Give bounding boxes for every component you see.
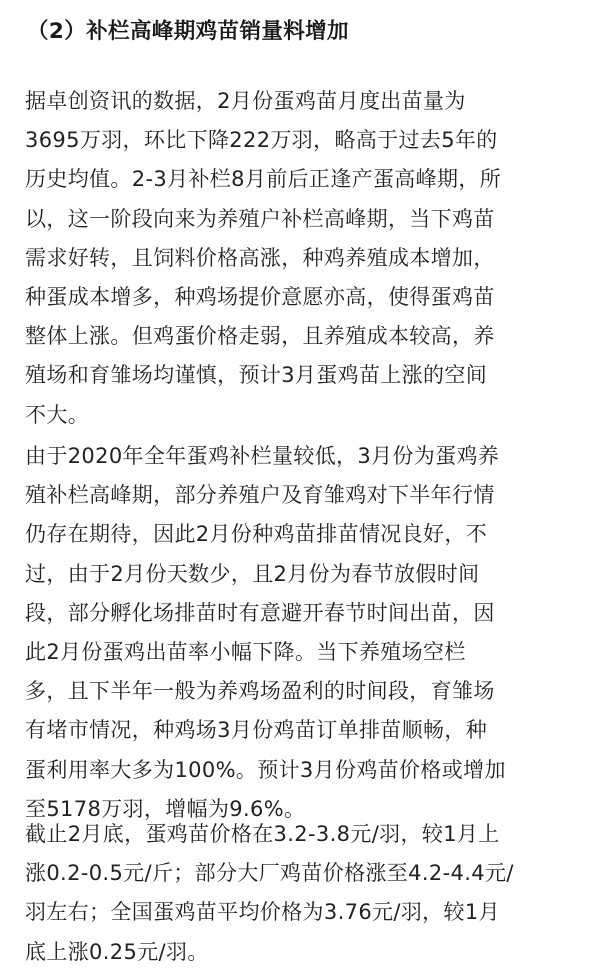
text-line: 由于2020年全年蛋鸡补栏量较低，3月份为蛋鸡养 bbox=[25, 444, 500, 468]
text-line: 截止2月底，蛋鸡苗价格在3.2-3.8元/羽，较1月上 bbox=[25, 822, 500, 846]
text-line: 多，且下半年一般为养鸡场盈利的时间段，育雏场 bbox=[25, 679, 495, 704]
text-line: 3695万羽，环比下降222万羽，略高于过去5年的 bbox=[25, 128, 498, 153]
text-line: 仍存在期待，因此2月份种鸡苗排苗情况良好，不 bbox=[25, 522, 488, 547]
section-heading: （2）补栏高峰期鸡苗销量料增加 bbox=[27, 19, 349, 44]
text-line: 需求好转，且饲料价格高涨，种鸡养殖成本增加， bbox=[25, 245, 495, 270]
text-line: 整体上涨。但鸡蛋价格走弱，且养殖成本较高，养 bbox=[25, 324, 495, 349]
text-line: 羽左右；全国蛋鸡苗平均价格为3.76元/羽，较1月 bbox=[25, 900, 500, 925]
text-line: 此2月份蛋鸡出苗率小幅下降。当下养殖场空栏 bbox=[25, 640, 466, 665]
paragraph-3 bbox=[25, 815, 581, 972]
text-line: 不大。 bbox=[25, 402, 90, 427]
text-line: 据卓创资讯的数据，2月份蛋鸡苗月度出苗量为 bbox=[25, 89, 466, 113]
text-line: 历史均值。2-3月补栏8月前后正逢产蛋高峰期，所 bbox=[25, 167, 502, 192]
paragraph-2 bbox=[25, 437, 581, 829]
text-line: 段，部分孵化场排苗时有意避开春节时间出苗，因 bbox=[25, 600, 495, 625]
text-line: 种蛋成本增多，种鸡场提价意愿亦高，使得蛋鸡苗 bbox=[25, 285, 495, 310]
text-line: 殖补栏高峰期，部分养殖户及育雏鸡对下半年行情 bbox=[25, 483, 495, 508]
paragraph-1 bbox=[25, 82, 581, 435]
text-line: 至5178万羽，增幅为9.6%。 bbox=[25, 796, 306, 821]
text-line: 涨0.2-0.5元/斤；部分大厂鸡苗价格涨至4.2-4.4元/ bbox=[25, 861, 514, 886]
text-line: 过，由于2月份天数少，且2月份为春节放假时间 bbox=[25, 561, 480, 586]
text-line: 蛋利用率大多为100%。预计3月份鸡苗价格或增加 bbox=[25, 757, 506, 782]
text-line: 有堵市情况，种鸡场3月份鸡苗订单排苗顺畅，种 bbox=[25, 718, 488, 743]
text-line: 殖场和育雏场均谨慎，预计3月蛋鸡苗上涨的空间 bbox=[25, 363, 488, 388]
text-line: 底上涨0.25元/羽。 bbox=[25, 939, 209, 964]
text-line: 以，这一阶段向来为养殖户补栏高峰期，当下鸡苗 bbox=[25, 206, 495, 231]
